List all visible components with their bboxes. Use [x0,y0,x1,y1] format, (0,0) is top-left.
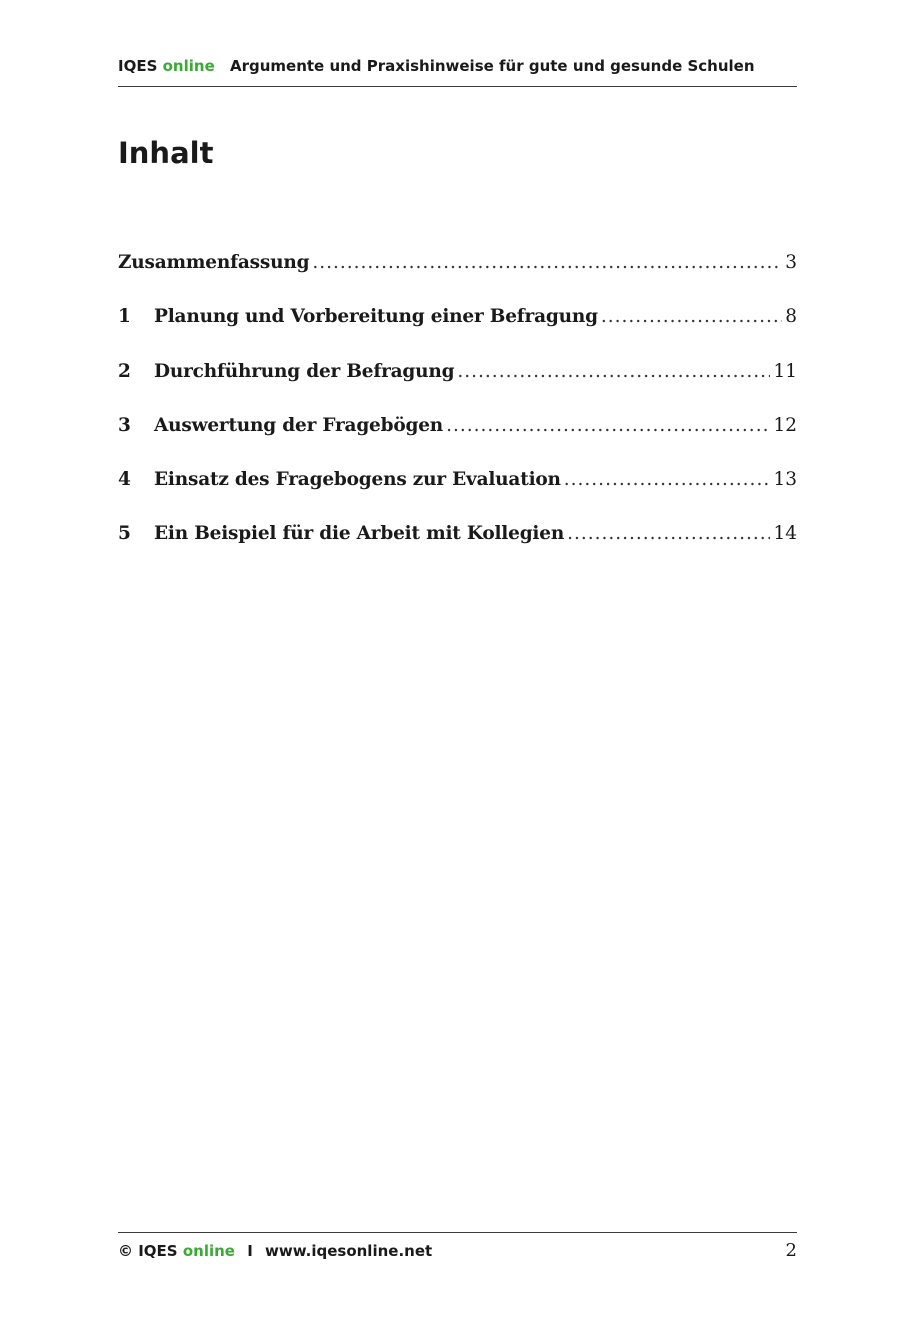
running-footer [118,1232,797,1263]
toc-entry-number: 2 [118,360,131,382]
toc-entry[interactable] [118,415,797,469]
toc-leader-dots [457,361,770,382]
toc-entry[interactable] [118,252,797,306]
toc-entry-label: Planung und Vorbereitung einer Befragung [154,306,598,328]
footer-url-link[interactable]: www.iqesonline.net [265,1242,433,1260]
toc-entry-label: Auswertung der Fragebögen [154,414,444,436]
toc-entry-label: Einsatz des Fragebogens zur Evaluation [154,469,561,491]
toc-entry-label: Ein Beispiel für die Arbeit mit Kollegien [154,523,565,545]
page-number: 2 [785,1240,797,1261]
toc-leader-dots [601,306,782,327]
toc-entry-page: 13 [773,469,797,491]
running-header [118,57,797,87]
toc-entry-number: 1 [118,306,131,328]
toc-entry-number: 4 [118,469,131,491]
page-title: Inhalt [118,136,214,170]
toc-entry-label: Durchführung der Befragung [154,360,455,382]
toc-entry[interactable] [118,306,797,360]
toc-entry[interactable] [118,469,797,523]
toc-entry-label: Zusammenfassung [118,252,310,273]
footer-copyright: © IQES [118,1242,178,1260]
toc-entry-page: 8 [785,306,797,328]
toc-entry-page: 14 [773,523,797,545]
toc-entry-page: 3 [785,252,797,273]
toc-leader-dots [312,252,782,273]
table-of-contents [118,252,797,578]
toc-entry-page: 11 [773,360,797,382]
header-brand-accent: online [162,57,215,75]
footer-brand-line [118,1242,432,1263]
toc-entry[interactable] [118,361,797,415]
footer-separator: I [247,1242,253,1260]
toc-entry-page: 12 [773,414,797,436]
toc-entry-number: 3 [118,414,131,436]
header-subtitle: Argumente und Praxishinweise für gute und gesunde Schulen [229,57,755,75]
toc-leader-dots [564,469,771,490]
toc-leader-dots [446,415,770,436]
toc-leader-dots [567,523,770,544]
header-brand: IQES [118,57,158,75]
toc-entry[interactable] [118,523,797,577]
toc-entry-number: 5 [118,523,131,545]
footer-brand-accent: online [182,1242,235,1260]
